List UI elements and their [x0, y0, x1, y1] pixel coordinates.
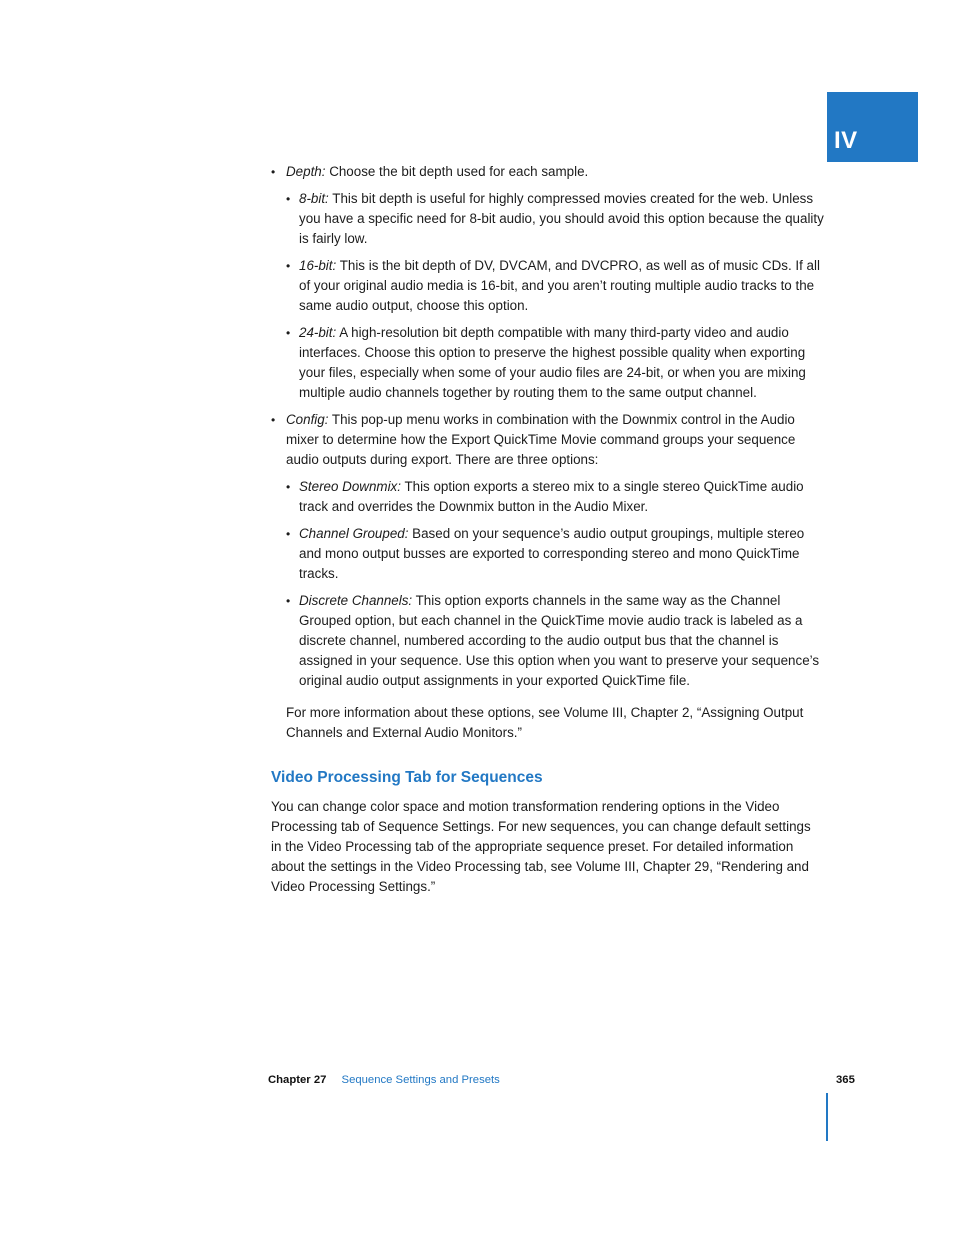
term-description: This is the bit depth of DV, DVCAM, and DVCPRO, as well as of music CDs. If all of your original audio media is 16-bit, and you aren’t routing multiple audio tracks to the same audio output, choose this option.	[299, 258, 820, 313]
list-item	[286, 524, 824, 584]
list-item-text	[299, 323, 824, 403]
part-tab-label: IV	[834, 127, 858, 154]
bullet-icon: •	[286, 259, 291, 273]
bullet-icon: •	[286, 527, 291, 541]
term-description: This bit depth is useful for highly compressed movies created for the web. Unless you have a specific need for 8-bit audio, you should avoid this option because the quality is fairly low.	[299, 191, 824, 246]
list-item-text	[299, 591, 824, 691]
list-item	[286, 256, 824, 316]
footer-section-link[interactable]: Sequence Settings and Presets	[341, 1074, 500, 1086]
footer-chapter-label: Chapter 27	[268, 1074, 327, 1086]
term-label: Depth:	[286, 164, 326, 179]
bullet-icon: •	[286, 594, 291, 608]
list-item-text	[299, 256, 824, 316]
list-item	[271, 162, 824, 182]
list-item	[286, 323, 824, 403]
term-description: This option exports channels in the same way as the Channel Grouped option, but each channel in the QuickTime movie audio track is labeled as a discrete channel, numbered according to the audio output bus that the channel is assigned in your sequence. Use this option when you want to preserve your sequence’s original audio output assignments in your exported QuickTime file.	[299, 593, 820, 688]
term-description: Choose the bit depth used for each sample.	[329, 164, 589, 179]
list-item	[286, 189, 824, 249]
page-content	[271, 162, 824, 897]
term-description: This pop-up menu works in combination with the Downmix control in the Audio mixer to determine how the Export QuickTime Movie command groups your sequence audio outputs during export. There are three options:	[286, 412, 796, 467]
term-label: Discrete Channels:	[299, 593, 413, 608]
bullet-icon: •	[271, 413, 276, 427]
page-number: 365	[836, 1074, 855, 1086]
section-body: You can change color space and motion transformation rendering options in the Video Processing tab of Sequence Settings. For new sequences, you can change default settings in the Video Processing tab of the appropriate sequence preset. For detailed information about the settings in the Video Processing tab, see Volume III, Chapter 29, “Rendering and Video Processing Settings.”	[271, 799, 811, 894]
list-item	[271, 410, 824, 470]
list-item-text	[286, 410, 824, 470]
bullet-icon: •	[286, 192, 291, 206]
part-tab	[827, 92, 918, 162]
term-description: A high-resolution bit depth compatible with many third-party video and audio interfaces. Choose this option to preserve the highest possible quality when exporting your files, especially when some of your audio files are 24-bit, or when you are mixing multiple audio channels together by routing them to the same output channel.	[299, 325, 806, 400]
list-item-text	[286, 162, 588, 182]
section-heading: Video Processing Tab for Sequences	[271, 769, 543, 786]
term-label: Channel Grouped:	[299, 526, 409, 541]
list-item	[286, 477, 824, 517]
term-label: 16-bit:	[299, 258, 337, 273]
bullet-icon: •	[286, 480, 291, 494]
list-item-text	[299, 524, 824, 584]
bullet-icon: •	[271, 165, 276, 179]
list-item	[286, 591, 824, 691]
term-label: 8-bit:	[299, 191, 329, 206]
page-footer	[268, 1074, 500, 1086]
list-item-text	[299, 189, 824, 249]
footer-rule	[826, 1093, 828, 1141]
cross-reference-note: For more information about these options, see Volume III, Chapter 2, “Assigning Output Channels and External Audio Monitors.”	[286, 705, 804, 740]
term-description: This option exports a stereo mix to a single stereo QuickTime audio track and overrides the Downmix button in the Audio Mixer.	[299, 479, 804, 514]
list-item-text	[299, 477, 824, 517]
term-description: Based on your sequence’s audio output groupings, multiple stereo and mono output busses are exported to corresponding stereo and mono QuickTime tracks.	[299, 526, 805, 581]
term-label: Stereo Downmix:	[299, 479, 401, 494]
bullet-icon: •	[286, 326, 291, 340]
term-label: Config:	[286, 412, 329, 427]
term-label: 24-bit:	[299, 325, 337, 340]
